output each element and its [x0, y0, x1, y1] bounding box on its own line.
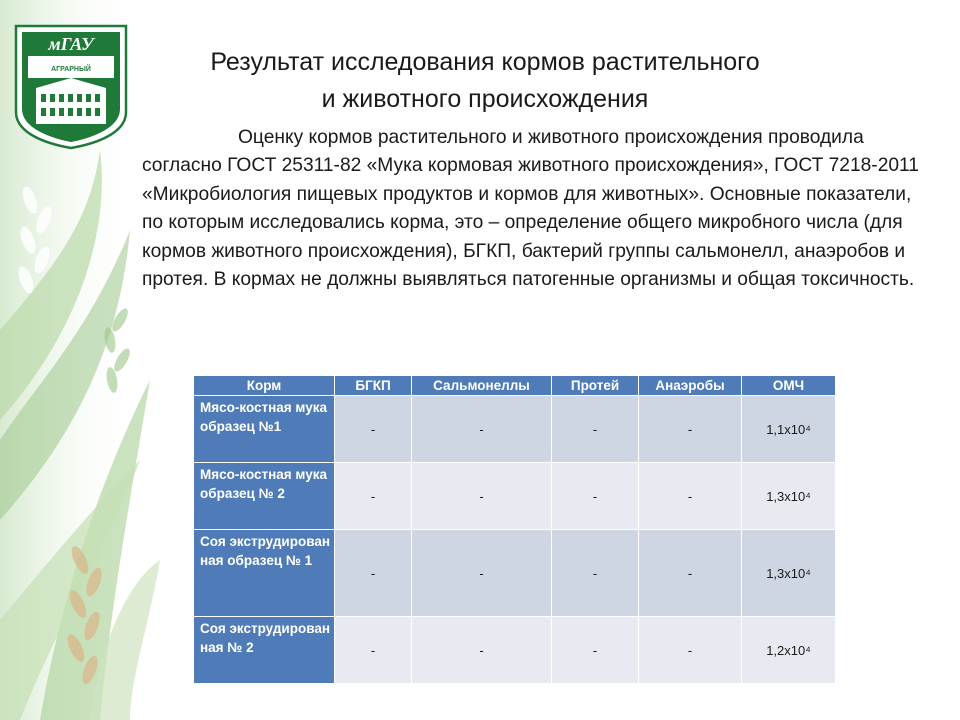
cell-salmonella: -: [412, 463, 552, 530]
cell-anaerobes: -: [639, 396, 742, 463]
cell-omch: 1,3х10⁴: [742, 530, 836, 617]
slide-title: [140, 44, 830, 118]
cell-proteus: -: [552, 396, 639, 463]
table-row: [194, 617, 836, 684]
slide-title-line-1: Результат исследования кормов растительного: [210, 48, 760, 76]
cell-anaerobes: -: [639, 530, 742, 617]
table-row: [194, 530, 836, 617]
cell-bgkp: -: [335, 530, 412, 617]
cell-anaerobes: -: [639, 617, 742, 684]
row-feed-name: Мясо-костная мука образец №1: [194, 396, 335, 463]
header-proteus: Протей: [552, 376, 639, 396]
logo-brand-text: мГАУ: [48, 34, 94, 54]
row-feed-name: Мясо-костная мука образец № 2: [194, 463, 335, 530]
cell-bgkp: -: [335, 617, 412, 684]
body-paragraph: Оценку кормов растительного и животного происхождения проводила согласно ГОСТ 25311-82 «Мука кормовая животного происхождения», ГОСТ 7218-2011 «Микробиология пищевых продуктов и кормов для животных». Основные показатели, по которым исследовались корма, это – определение общего микробного числа (для кормов животного происхождения), БГКП, бактерий группы сальмонелл, анаэробов и протея. В кормах не должны выявляться патогенные организмы и общая токсичность.: [142, 127, 919, 291]
header-bgkp: БГКП: [335, 376, 412, 396]
cell-bgkp: -: [335, 463, 412, 530]
cell-proteus: -: [552, 617, 639, 684]
cell-omch: 1,2х10⁴: [742, 617, 836, 684]
table-row: [194, 463, 836, 530]
cell-salmonella: -: [412, 396, 552, 463]
slide-title-line-2: и животного происхождения: [321, 85, 649, 113]
cell-anaerobes: -: [639, 463, 742, 530]
table-header-row: [194, 376, 836, 396]
header-anaerobes: Анаэробы: [639, 376, 742, 396]
svg-text:АГРАРНЫЙ: АГРАРНЫЙ: [51, 66, 91, 73]
cell-proteus: -: [552, 463, 639, 530]
university-logo: [14, 16, 128, 150]
cell-omch: 1,1х10⁴: [742, 396, 836, 463]
table-row: [194, 396, 836, 463]
row-feed-name: Соя экструдирован ная образец № 1: [194, 530, 335, 617]
results-table: [193, 375, 836, 684]
cell-proteus: -: [552, 530, 639, 617]
header-omch: ОМЧ: [742, 376, 836, 396]
cell-salmonella: -: [412, 617, 552, 684]
cell-bgkp: -: [335, 396, 412, 463]
header-salmonella: Сальмонеллы: [412, 376, 552, 396]
cell-salmonella: -: [412, 530, 552, 617]
cell-omch: 1,3х10⁴: [742, 463, 836, 530]
row-feed-name: Соя экструдирован ная № 2: [194, 617, 335, 684]
header-feed: Корм: [194, 376, 335, 396]
